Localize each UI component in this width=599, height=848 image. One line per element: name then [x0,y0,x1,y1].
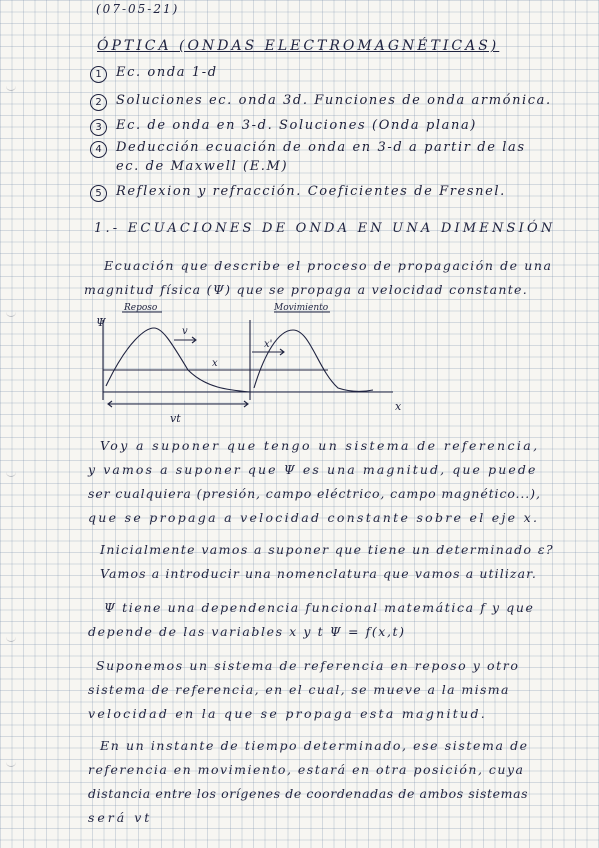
text-line: que se propaga a velocidad constante sobre el eje x. [88,510,540,525]
margin-mark [6,760,16,767]
text-line: Voy a suponer que tengo un sistema de referencia, [100,438,540,453]
text-line: depende de las variables x y t Ψ = f(x,t) [88,624,406,639]
text-line: será vt [88,810,153,825]
section-title: ÓPTICA (ONDAS ELECTROMAGNÉTICAS) [97,38,500,54]
toc-item [90,94,590,119]
wave-rest [106,328,250,392]
toc-number: 2 [90,94,107,111]
wave-diagram [88,300,418,430]
toc-text: Soluciones ec. onda 3d. Funciones de onda armónica. [116,93,552,108]
text-line: Ψ tiene una dependencia funcional matemática f y que [104,600,535,615]
toc-text: Ec. onda 1-d [116,65,218,80]
text-line: velocidad en la que se propaga esta magnitud. [88,706,488,721]
text-line: y vamos a suponer que Ψ es una magnitud, que puede [88,462,538,477]
date: (07-05-21) [96,2,180,16]
vt-label: vt [170,412,181,425]
margin-mark [6,310,16,317]
toc-number: 1 [90,66,107,83]
text-line: Vamos a introducir una nomenclatura que vamos a utilizar. [100,566,537,581]
toc-number: 4 [90,141,107,158]
toc-text-continued: ec. de Maxwell (E.M) [116,159,289,174]
table-of-contents [90,66,590,213]
margin-mark [6,470,16,477]
toc-text: Deducción ecuación de onda en 3-d a partir de las [116,140,526,155]
margin-mark [6,84,16,91]
toc-item [90,66,590,94]
toc-number: 3 [90,119,107,136]
margin-mark [6,635,16,642]
velocity-label: v [182,326,188,337]
rest-label: Reposo [124,303,158,313]
psi-axis-label: Ψ [96,316,106,329]
toc-item [90,141,590,185]
x-label: x [212,358,218,369]
text-line: En un instante de tiempo determinado, ese sistema de [100,738,529,753]
toc-item [90,185,590,213]
toc-number: 5 [90,185,107,202]
text-line: Suponemos un sistema de referencia en reposo y otro [96,658,520,673]
moving-label: Movimiento [274,303,329,313]
text-line: ser cualquiera (presión, campo eléctrico, campo magnético...), [88,486,541,501]
toc-item [90,119,590,141]
intro-line: magnitud física (Ψ) que se propaga a velocidad constante. [84,282,528,297]
text-line: distancia entre los orígenes de coordenadas de ambos sistemas [88,786,529,801]
x-prime-label: x' [264,339,273,350]
heading: 1.- ECUACIONES DE ONDA EN UNA DIMENSIÓN [94,221,556,236]
text-line: Inicialmente vamos a suponer que tiene un determinado ε? [100,542,555,557]
text-line: referencia en movimiento, estará en otra posición, cuya [88,762,525,777]
x-axis-label: x [395,400,402,413]
toc-text: Reflexion y refracción. Coeficientes de Fresnel. [116,184,506,199]
intro-line: Ecuación que describe el proceso de propagación de una [104,258,553,273]
text-line: sistema de referencia, en el cual, se mueve a la misma [88,682,510,697]
toc-text: Ec. de onda en 3-d. Soluciones (Onda plana) [116,118,477,133]
